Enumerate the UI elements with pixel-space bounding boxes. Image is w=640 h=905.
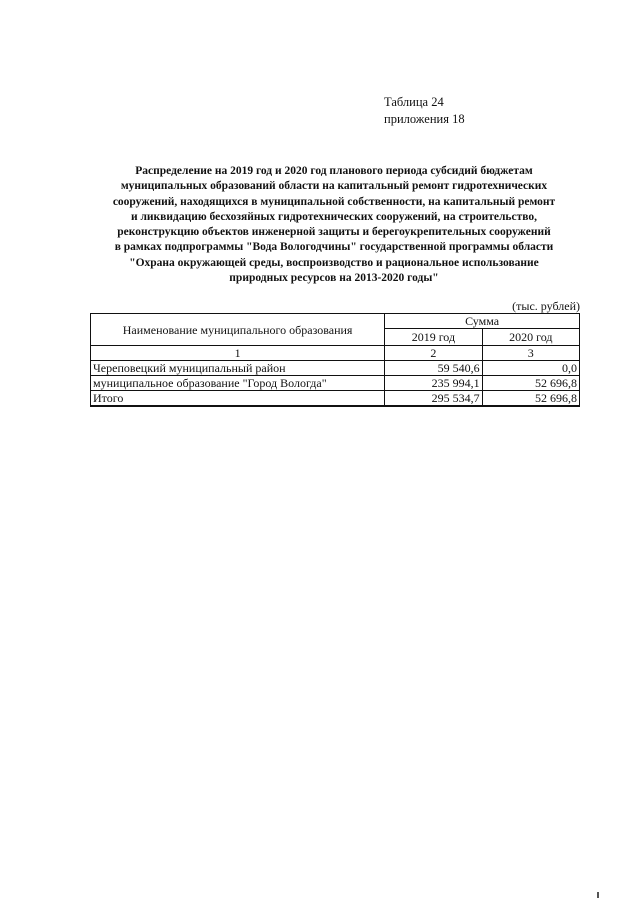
title-line: и ликвидацию бесхозяйных гидротехнических сооружений, на строительство, bbox=[130, 210, 538, 223]
title-line: муниципальных образований области на капитальный ремонт гидротехнических bbox=[120, 180, 548, 193]
total-row bbox=[91, 391, 580, 407]
appendix-reference: приложения 18 bbox=[384, 112, 465, 126]
column-number: 3 bbox=[482, 346, 579, 361]
title-line: "Охрана окружающей среды, воспроизводство и рациональное использование bbox=[129, 256, 539, 269]
amount-2020: 52 696,8 bbox=[482, 376, 579, 391]
document-title bbox=[88, 164, 580, 286]
amount-2020: 0,0 bbox=[482, 361, 579, 376]
table-row bbox=[91, 376, 580, 391]
title-line: реконструкцию объектов инженерной защиты и берегоукрепительных сооружений bbox=[117, 226, 551, 239]
header-year-2019: 2019 год bbox=[385, 329, 482, 346]
total-2020: 52 696,8 bbox=[482, 391, 579, 407]
amount-2019: 59 540,6 bbox=[385, 361, 482, 376]
units-label: (тыс. рублей) bbox=[512, 299, 580, 313]
title-line: природных ресурсов на 2013-2020 годы" bbox=[229, 272, 439, 285]
header-municipality-name: Наименование муниципального образования bbox=[91, 314, 385, 346]
amount-2019: 235 994,1 bbox=[385, 376, 482, 391]
header-year-2020: 2020 год bbox=[482, 329, 579, 346]
total-label: Итого bbox=[91, 391, 385, 407]
column-number: 2 bbox=[385, 346, 482, 361]
total-2019: 295 534,7 bbox=[385, 391, 482, 407]
title-line: сооружений, находящихся в муниципальной собственности, на капитальный ремонт bbox=[112, 195, 556, 208]
table-reference bbox=[384, 94, 465, 128]
table-header-row bbox=[91, 314, 580, 329]
header-sum: Сумма bbox=[385, 314, 580, 329]
column-number: 1 bbox=[91, 346, 385, 361]
title-line: в рамках подпрограммы "Вода Вологодчины" государственной программы области bbox=[114, 241, 554, 254]
municipality-name: муниципальное образование "Город Вологда" bbox=[91, 376, 385, 391]
table-row bbox=[91, 361, 580, 376]
scan-artifact bbox=[597, 892, 599, 898]
title-line: Распределение на 2019 год и 2020 год планового периода субсидий бюджетам bbox=[135, 165, 533, 177]
municipality-name: Череповецкий муниципальный район bbox=[91, 361, 385, 376]
table-number: Таблица 24 bbox=[384, 95, 444, 109]
subsidy-table bbox=[90, 313, 580, 407]
column-numbers-row bbox=[91, 346, 580, 361]
